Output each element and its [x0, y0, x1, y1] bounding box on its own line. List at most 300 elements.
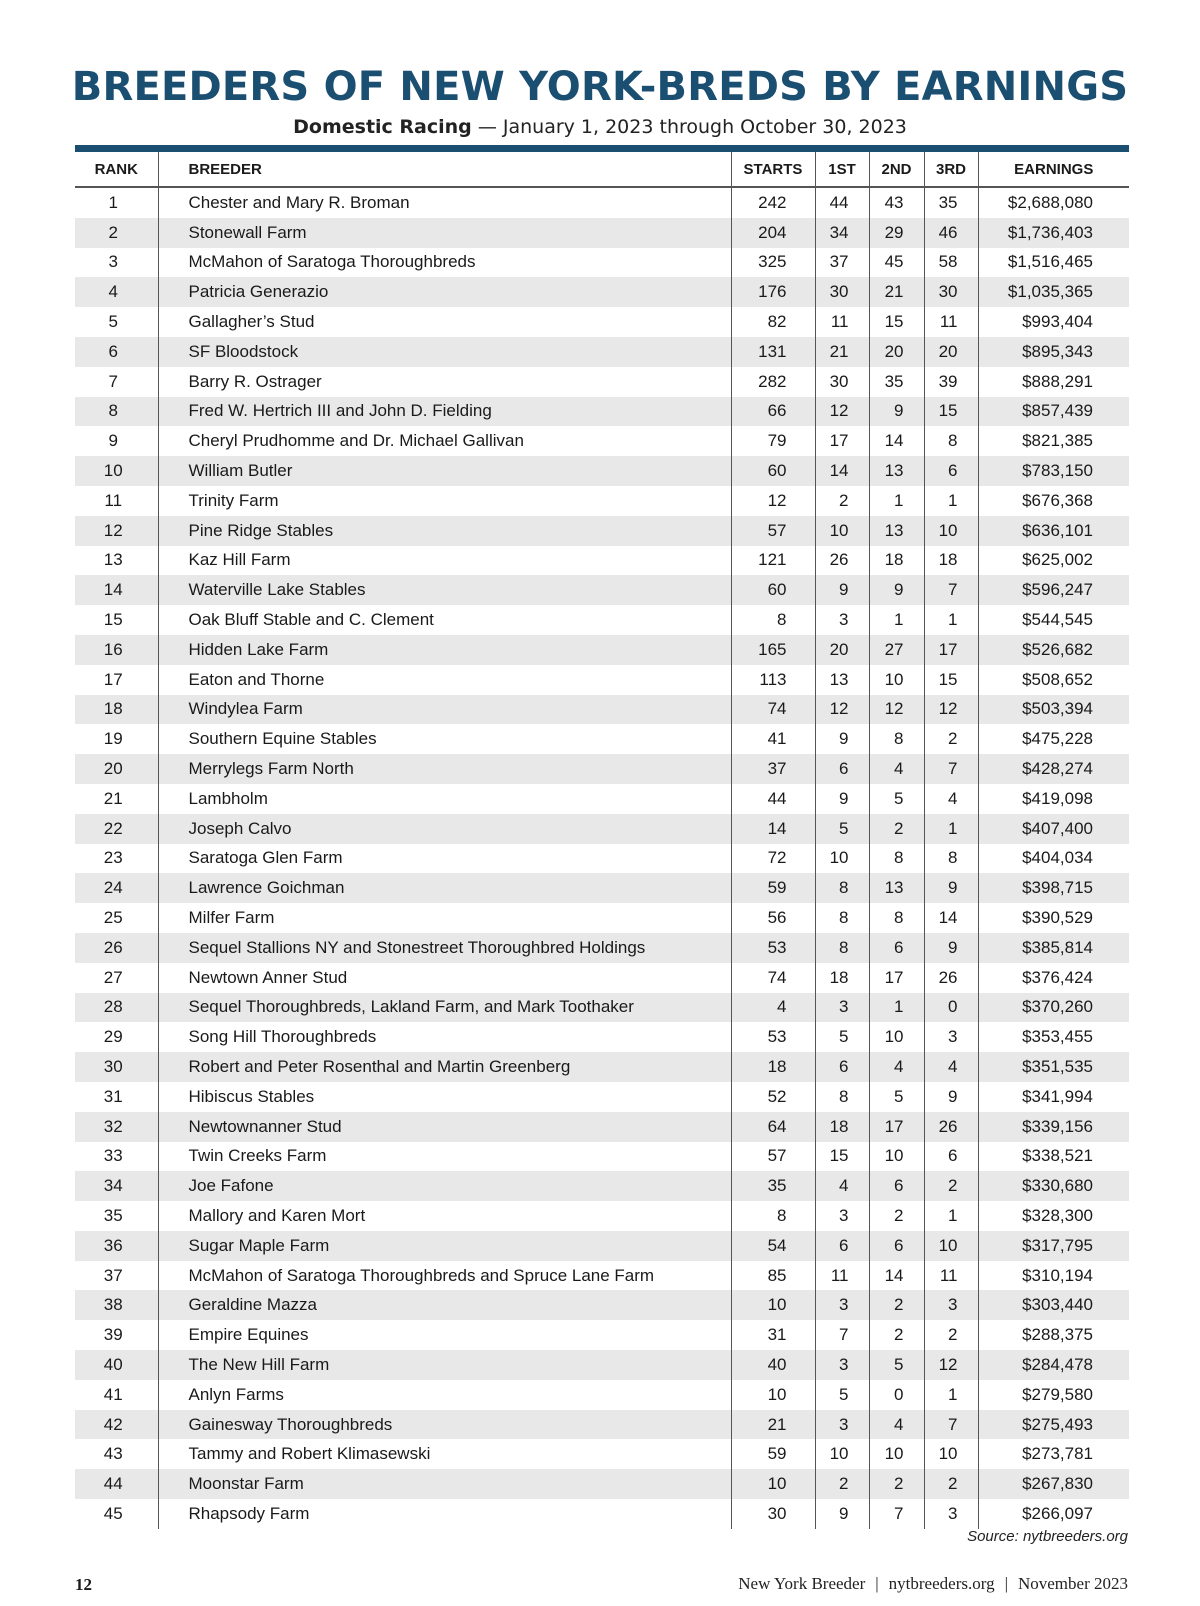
- first-cell: 3: [815, 993, 869, 1023]
- table-row: [75, 784, 1129, 814]
- breeder-cell: Milfer Farm: [158, 903, 731, 933]
- title-rule: [75, 145, 1129, 152]
- footer-website: nytbreeders.org: [888, 1574, 995, 1593]
- third-cell: 35: [924, 187, 978, 218]
- earnings-cell: $428,274: [978, 754, 1129, 784]
- second-cell: 5: [869, 1082, 924, 1112]
- breeder-cell: Waterville Lake Stables: [158, 575, 731, 605]
- rank-cell: 21: [103, 788, 123, 808]
- starts-cell: 60: [731, 456, 815, 486]
- table-row: [75, 426, 1129, 456]
- footer-issue: November 2023: [1017, 1574, 1128, 1593]
- third-cell: 30: [924, 277, 978, 307]
- breeder-cell: Newtown Anner Stud: [158, 963, 731, 993]
- second-cell: 8: [869, 724, 924, 754]
- table-row: [75, 1231, 1129, 1261]
- second-cell: 1: [869, 993, 924, 1023]
- table-row: [75, 1499, 1129, 1529]
- table-row: [75, 754, 1129, 784]
- earnings-cell: $526,682: [978, 635, 1129, 665]
- table-row: [75, 218, 1129, 248]
- starts-cell: 44: [731, 784, 815, 814]
- third-cell: 15: [924, 665, 978, 695]
- earnings-cell: $370,260: [978, 993, 1129, 1023]
- table-row: [75, 1261, 1129, 1291]
- rank-cell: 44: [75, 1469, 158, 1499]
- first-cell: 2: [815, 486, 869, 516]
- third-cell: 7: [924, 575, 978, 605]
- breeder-cell: Newtownanner Stud: [158, 1112, 731, 1142]
- earnings-cell: $596,247: [978, 575, 1129, 605]
- first-cell: 7: [815, 1320, 869, 1350]
- first-cell: 10: [815, 516, 869, 546]
- starts-cell: 54: [731, 1231, 815, 1261]
- second-cell: 2: [869, 1201, 924, 1231]
- breeder-cell: Fred W. Hertrich III and John D. Fielding: [158, 397, 731, 427]
- breeder-cell: Song Hill Thoroughbreds: [158, 1022, 731, 1052]
- third-cell: 26: [924, 1112, 978, 1142]
- starts-cell: 79: [731, 426, 815, 456]
- earnings-cell: $279,580: [978, 1380, 1129, 1410]
- first-cell: 21: [815, 337, 869, 367]
- breeder-cell: Lawrence Goichman: [158, 873, 731, 903]
- table-row: [75, 397, 1129, 427]
- second-cell: 15: [869, 307, 924, 337]
- first-cell: 3: [815, 1201, 869, 1231]
- second-cell: 6: [869, 1231, 924, 1261]
- column-header-earnings: EARNINGS: [978, 152, 1129, 187]
- third-cell: 1: [924, 814, 978, 844]
- rank-cell: 29: [103, 1027, 123, 1047]
- third-cell: 12: [924, 1350, 978, 1380]
- second-cell: 17: [869, 963, 924, 993]
- starts-cell: 8: [731, 1201, 815, 1231]
- earnings-cell: $821,385: [978, 426, 1129, 456]
- earnings-cell: $328,300: [978, 1201, 1129, 1231]
- rank-cell: 30: [75, 1052, 158, 1082]
- rank-cell: 19: [103, 729, 123, 749]
- first-cell: 9: [815, 575, 869, 605]
- earnings-cell: $376,424: [978, 963, 1129, 993]
- third-cell: 7: [924, 754, 978, 784]
- earnings-cell: $625,002: [978, 546, 1129, 576]
- rank-cell: 34: [75, 1171, 158, 1201]
- second-cell: 1: [869, 486, 924, 516]
- starts-cell: 10: [731, 1290, 815, 1320]
- rank-cell: 20: [75, 754, 158, 784]
- table-row: [75, 1320, 1129, 1350]
- second-cell: 17: [869, 1112, 924, 1142]
- table-row: [75, 486, 1129, 516]
- breeder-cell: McMahon of Saratoga Thoroughbreds and Spruce Lane Farm: [158, 1261, 731, 1291]
- starts-cell: 4: [731, 993, 815, 1023]
- starts-cell: 82: [731, 307, 815, 337]
- earnings-cell: $2,688,080: [978, 187, 1129, 218]
- table-row: [75, 695, 1129, 725]
- starts-cell: 66: [731, 397, 815, 427]
- starts-cell: 56: [731, 903, 815, 933]
- table-row: [75, 1469, 1129, 1499]
- footer-separator: |: [875, 1574, 879, 1593]
- starts-cell: 10: [731, 1469, 815, 1499]
- breeder-cell: Anlyn Farms: [158, 1380, 731, 1410]
- second-cell: 18: [869, 546, 924, 576]
- first-cell: 6: [815, 1231, 869, 1261]
- rank-cell: 37: [103, 1265, 123, 1285]
- first-cell: 17: [815, 426, 869, 456]
- starts-cell: 72: [731, 844, 815, 874]
- rank-cell: 16: [75, 635, 158, 665]
- rank-cell: 22: [75, 814, 158, 844]
- breeder-cell: Patricia Generazio: [158, 277, 731, 307]
- first-cell: 3: [815, 1290, 869, 1320]
- rank-cell: 33: [103, 1146, 123, 1166]
- first-cell: 6: [815, 754, 869, 784]
- table-row: [75, 605, 1129, 635]
- breeder-cell: Rhapsody Farm: [158, 1499, 731, 1529]
- breeder-cell: Joseph Calvo: [158, 814, 731, 844]
- third-cell: 18: [924, 546, 978, 576]
- second-cell: 4: [869, 754, 924, 784]
- earnings-cell: $385,814: [978, 933, 1129, 963]
- starts-cell: 30: [731, 1499, 815, 1529]
- rank-cell: 7: [108, 371, 118, 391]
- third-cell: 7: [924, 1410, 978, 1440]
- earnings-cell: $284,478: [978, 1350, 1129, 1380]
- first-cell: 3: [815, 605, 869, 635]
- third-cell: 9: [924, 1082, 978, 1112]
- rank-cell: 18: [75, 695, 158, 725]
- table-row: [75, 665, 1129, 695]
- subtitle-date-range: — January 1, 2023 through October 30, 2023: [471, 116, 907, 138]
- second-cell: 5: [869, 1350, 924, 1380]
- rank-cell: 10: [75, 456, 158, 486]
- first-cell: 26: [815, 546, 869, 576]
- table-row: [75, 187, 1129, 218]
- first-cell: 8: [815, 873, 869, 903]
- table-row: [75, 993, 1129, 1023]
- starts-cell: 37: [731, 754, 815, 784]
- third-cell: 8: [924, 426, 978, 456]
- earnings-cell: $1,736,403: [978, 218, 1129, 248]
- breeder-cell: Trinity Farm: [158, 486, 731, 516]
- second-cell: 10: [869, 1022, 924, 1052]
- first-cell: 13: [815, 665, 869, 695]
- table-row: [75, 1112, 1129, 1142]
- third-cell: 15: [924, 397, 978, 427]
- table-row: [75, 307, 1129, 337]
- breeder-cell: Saratoga Glen Farm: [158, 844, 731, 874]
- rank-cell: 8: [75, 397, 158, 427]
- starts-cell: 41: [731, 724, 815, 754]
- starts-cell: 204: [731, 218, 815, 248]
- earnings-cell: $895,343: [978, 337, 1129, 367]
- first-cell: 20: [815, 635, 869, 665]
- third-cell: 39: [924, 367, 978, 397]
- breeder-cell: Geraldine Mazza: [158, 1290, 731, 1320]
- breeder-cell: Merrylegs Farm North: [158, 754, 731, 784]
- table-row: [75, 456, 1129, 486]
- breeder-cell: Tammy and Robert Klimasewski: [158, 1439, 731, 1469]
- subtitle-bold: Domestic Racing: [293, 116, 472, 138]
- breeder-cell: Sequel Stallions NY and Stonestreet Thoroughbred Holdings: [158, 933, 731, 963]
- earnings-cell: $1,516,465: [978, 248, 1129, 278]
- rank-cell: 35: [103, 1205, 123, 1225]
- breeder-cell: SF Bloodstock: [158, 337, 731, 367]
- starts-cell: 53: [731, 1022, 815, 1052]
- earnings-cell: $351,535: [978, 1052, 1129, 1082]
- earnings-cell: $993,404: [978, 307, 1129, 337]
- third-cell: 1: [924, 486, 978, 516]
- table-body: [75, 187, 1129, 1529]
- first-cell: 30: [815, 277, 869, 307]
- breeder-cell: Eaton and Thorne: [158, 665, 731, 695]
- table-row: [75, 844, 1129, 874]
- first-cell: 8: [815, 933, 869, 963]
- rank-cell: 41: [103, 1384, 123, 1404]
- first-cell: 10: [815, 1439, 869, 1469]
- starts-cell: 176: [731, 277, 815, 307]
- breeders-table: [75, 152, 1129, 1529]
- third-cell: 17: [924, 635, 978, 665]
- starts-cell: 35: [731, 1171, 815, 1201]
- rank-cell: 15: [103, 610, 123, 630]
- earnings-cell: $503,394: [978, 695, 1129, 725]
- starts-cell: 64: [731, 1112, 815, 1142]
- table-row: [75, 575, 1129, 605]
- table-row: [75, 635, 1129, 665]
- breeder-cell: Hibiscus Stables: [158, 1082, 731, 1112]
- earnings-cell: $888,291: [978, 367, 1129, 397]
- second-cell: 8: [869, 903, 924, 933]
- table-row: [75, 724, 1129, 754]
- table-row: [75, 546, 1129, 576]
- second-cell: 8: [869, 844, 924, 874]
- rank-cell: 28: [75, 993, 158, 1023]
- rank-cell: 3: [108, 252, 118, 272]
- second-cell: 12: [869, 695, 924, 725]
- rank-cell: 25: [103, 908, 123, 928]
- breeder-cell: Moonstar Farm: [158, 1469, 731, 1499]
- table-row: [75, 248, 1129, 278]
- starts-cell: 57: [731, 516, 815, 546]
- second-cell: 9: [869, 575, 924, 605]
- earnings-cell: $398,715: [978, 873, 1129, 903]
- third-cell: 46: [924, 218, 978, 248]
- footer-publication: New York Breeder: [738, 1574, 866, 1593]
- second-cell: 6: [869, 933, 924, 963]
- second-cell: 4: [869, 1410, 924, 1440]
- third-cell: 2: [924, 1469, 978, 1499]
- first-cell: 14: [815, 456, 869, 486]
- breeder-cell: Oak Bluff Stable and C. Clement: [158, 605, 731, 635]
- starts-cell: 21: [731, 1410, 815, 1440]
- earnings-cell: $341,994: [978, 1082, 1129, 1112]
- first-cell: 4: [815, 1171, 869, 1201]
- second-cell: 4: [869, 1052, 924, 1082]
- third-cell: 10: [924, 1231, 978, 1261]
- third-cell: 14: [924, 903, 978, 933]
- earnings-cell: $303,440: [978, 1290, 1129, 1320]
- source-note: Source: nytbreeders.org: [967, 1528, 1128, 1545]
- third-cell: 3: [924, 1022, 978, 1052]
- table-row: [75, 1201, 1129, 1231]
- second-cell: 13: [869, 516, 924, 546]
- rank-cell: 23: [103, 848, 123, 868]
- rank-cell: 39: [103, 1325, 123, 1345]
- third-cell: 6: [924, 456, 978, 486]
- third-cell: 1: [924, 1201, 978, 1231]
- third-cell: 11: [924, 1261, 978, 1291]
- earnings-cell: $1,035,365: [978, 277, 1129, 307]
- rank-cell: 24: [75, 873, 158, 903]
- table-row: [75, 814, 1129, 844]
- earnings-cell: $353,455: [978, 1022, 1129, 1052]
- rank-cell: 4: [75, 277, 158, 307]
- second-cell: 21: [869, 277, 924, 307]
- starts-cell: 57: [731, 1142, 815, 1172]
- third-cell: 58: [924, 248, 978, 278]
- third-cell: 3: [924, 1290, 978, 1320]
- rank-cell: 11: [104, 490, 123, 510]
- third-cell: 3: [924, 1499, 978, 1529]
- table-row: [75, 1171, 1129, 1201]
- rank-cell: 26: [75, 933, 158, 963]
- rank-cell: 31: [103, 1086, 123, 1106]
- table-row: [75, 1082, 1129, 1112]
- table-row: [75, 1380, 1129, 1410]
- first-cell: 2: [815, 1469, 869, 1499]
- earnings-cell: $310,194: [978, 1261, 1129, 1291]
- table-row: [75, 903, 1129, 933]
- first-cell: 5: [815, 814, 869, 844]
- rank-cell: 12: [75, 516, 158, 546]
- page-title: BREEDERS OF NEW YORK-BREDS BY EARNINGS: [71, 64, 1129, 110]
- starts-cell: 10: [731, 1380, 815, 1410]
- second-cell: 13: [869, 873, 924, 903]
- earnings-cell: $508,652: [978, 665, 1129, 695]
- table-row: [75, 1052, 1129, 1082]
- first-cell: 6: [815, 1052, 869, 1082]
- table-row: [75, 1142, 1129, 1172]
- first-cell: 18: [815, 1112, 869, 1142]
- table-row: [75, 933, 1129, 963]
- first-cell: 3: [815, 1350, 869, 1380]
- starts-cell: 121: [731, 546, 815, 576]
- second-cell: 13: [869, 456, 924, 486]
- breeder-cell: Lambholm: [158, 784, 731, 814]
- second-cell: 27: [869, 635, 924, 665]
- second-cell: 6: [869, 1171, 924, 1201]
- third-cell: 0: [924, 993, 978, 1023]
- starts-cell: 74: [731, 963, 815, 993]
- rank-cell: 5: [108, 312, 118, 332]
- rank-cell: 32: [75, 1112, 158, 1142]
- earnings-cell: $544,545: [978, 605, 1129, 635]
- earnings-cell: $330,680: [978, 1171, 1129, 1201]
- third-cell: 4: [924, 784, 978, 814]
- breeder-cell: Sequel Thoroughbreds, Lakland Farm, and Mark Toothaker: [158, 993, 731, 1023]
- breeder-cell: William Butler: [158, 456, 731, 486]
- breeder-cell: Joe Fafone: [158, 1171, 731, 1201]
- starts-cell: 14: [731, 814, 815, 844]
- third-cell: 1: [924, 605, 978, 635]
- third-cell: 2: [924, 1320, 978, 1350]
- rank-cell: 17: [103, 669, 123, 689]
- breeder-cell: Hidden Lake Farm: [158, 635, 731, 665]
- breeder-cell: Windylea Farm: [158, 695, 731, 725]
- column-header-second: 2ND: [869, 152, 924, 187]
- rank-cell: 27: [103, 967, 123, 987]
- second-cell: 10: [869, 1439, 924, 1469]
- starts-cell: 40: [731, 1350, 815, 1380]
- table-row: [75, 1410, 1129, 1440]
- earnings-cell: $857,439: [978, 397, 1129, 427]
- breeder-cell: McMahon of Saratoga Thoroughbreds: [158, 248, 731, 278]
- starts-cell: 59: [731, 1439, 815, 1469]
- breeder-cell: Stonewall Farm: [158, 218, 731, 248]
- third-cell: 20: [924, 337, 978, 367]
- breeder-cell: Gainesway Thoroughbreds: [158, 1410, 731, 1440]
- first-cell: 8: [815, 903, 869, 933]
- column-header-first: 1ST: [815, 152, 869, 187]
- breeder-cell: Gallagher’s Stud: [158, 307, 731, 337]
- second-cell: 2: [869, 1320, 924, 1350]
- breeder-cell: Robert and Peter Rosenthal and Martin Greenberg: [158, 1052, 731, 1082]
- second-cell: 35: [869, 367, 924, 397]
- first-cell: 9: [815, 724, 869, 754]
- first-cell: 3: [815, 1410, 869, 1440]
- first-cell: 34: [815, 218, 869, 248]
- earnings-cell: $783,150: [978, 456, 1129, 486]
- table-row: [75, 1350, 1129, 1380]
- first-cell: 15: [815, 1142, 869, 1172]
- third-cell: 4: [924, 1052, 978, 1082]
- earnings-cell: $636,101: [978, 516, 1129, 546]
- earnings-cell: $404,034: [978, 844, 1129, 874]
- table-row: [75, 367, 1129, 397]
- breeder-cell: Pine Ridge Stables: [158, 516, 731, 546]
- third-cell: 10: [924, 1439, 978, 1469]
- page-number: 12: [75, 1575, 92, 1594]
- starts-cell: 74: [731, 695, 815, 725]
- starts-cell: 53: [731, 933, 815, 963]
- footer-credits: [738, 1574, 1128, 1594]
- second-cell: 10: [869, 1142, 924, 1172]
- second-cell: 1: [869, 605, 924, 635]
- earnings-cell: $390,529: [978, 903, 1129, 933]
- second-cell: 43: [869, 187, 924, 218]
- column-header-starts: STARTS: [731, 152, 815, 187]
- breeder-cell: Kaz Hill Farm: [158, 546, 731, 576]
- table-row: [75, 337, 1129, 367]
- third-cell: 8: [924, 844, 978, 874]
- rank-cell: 40: [75, 1350, 158, 1380]
- second-cell: 10: [869, 665, 924, 695]
- earnings-cell: $266,097: [978, 1499, 1129, 1529]
- third-cell: 26: [924, 963, 978, 993]
- second-cell: 2: [869, 1290, 924, 1320]
- first-cell: 5: [815, 1380, 869, 1410]
- second-cell: 7: [869, 1499, 924, 1529]
- second-cell: 45: [869, 248, 924, 278]
- breeder-cell: Southern Equine Stables: [158, 724, 731, 754]
- page-subtitle: [0, 116, 1200, 138]
- second-cell: 14: [869, 1261, 924, 1291]
- earnings-cell: $475,228: [978, 724, 1129, 754]
- starts-cell: 12: [731, 486, 815, 516]
- table-row: [75, 277, 1129, 307]
